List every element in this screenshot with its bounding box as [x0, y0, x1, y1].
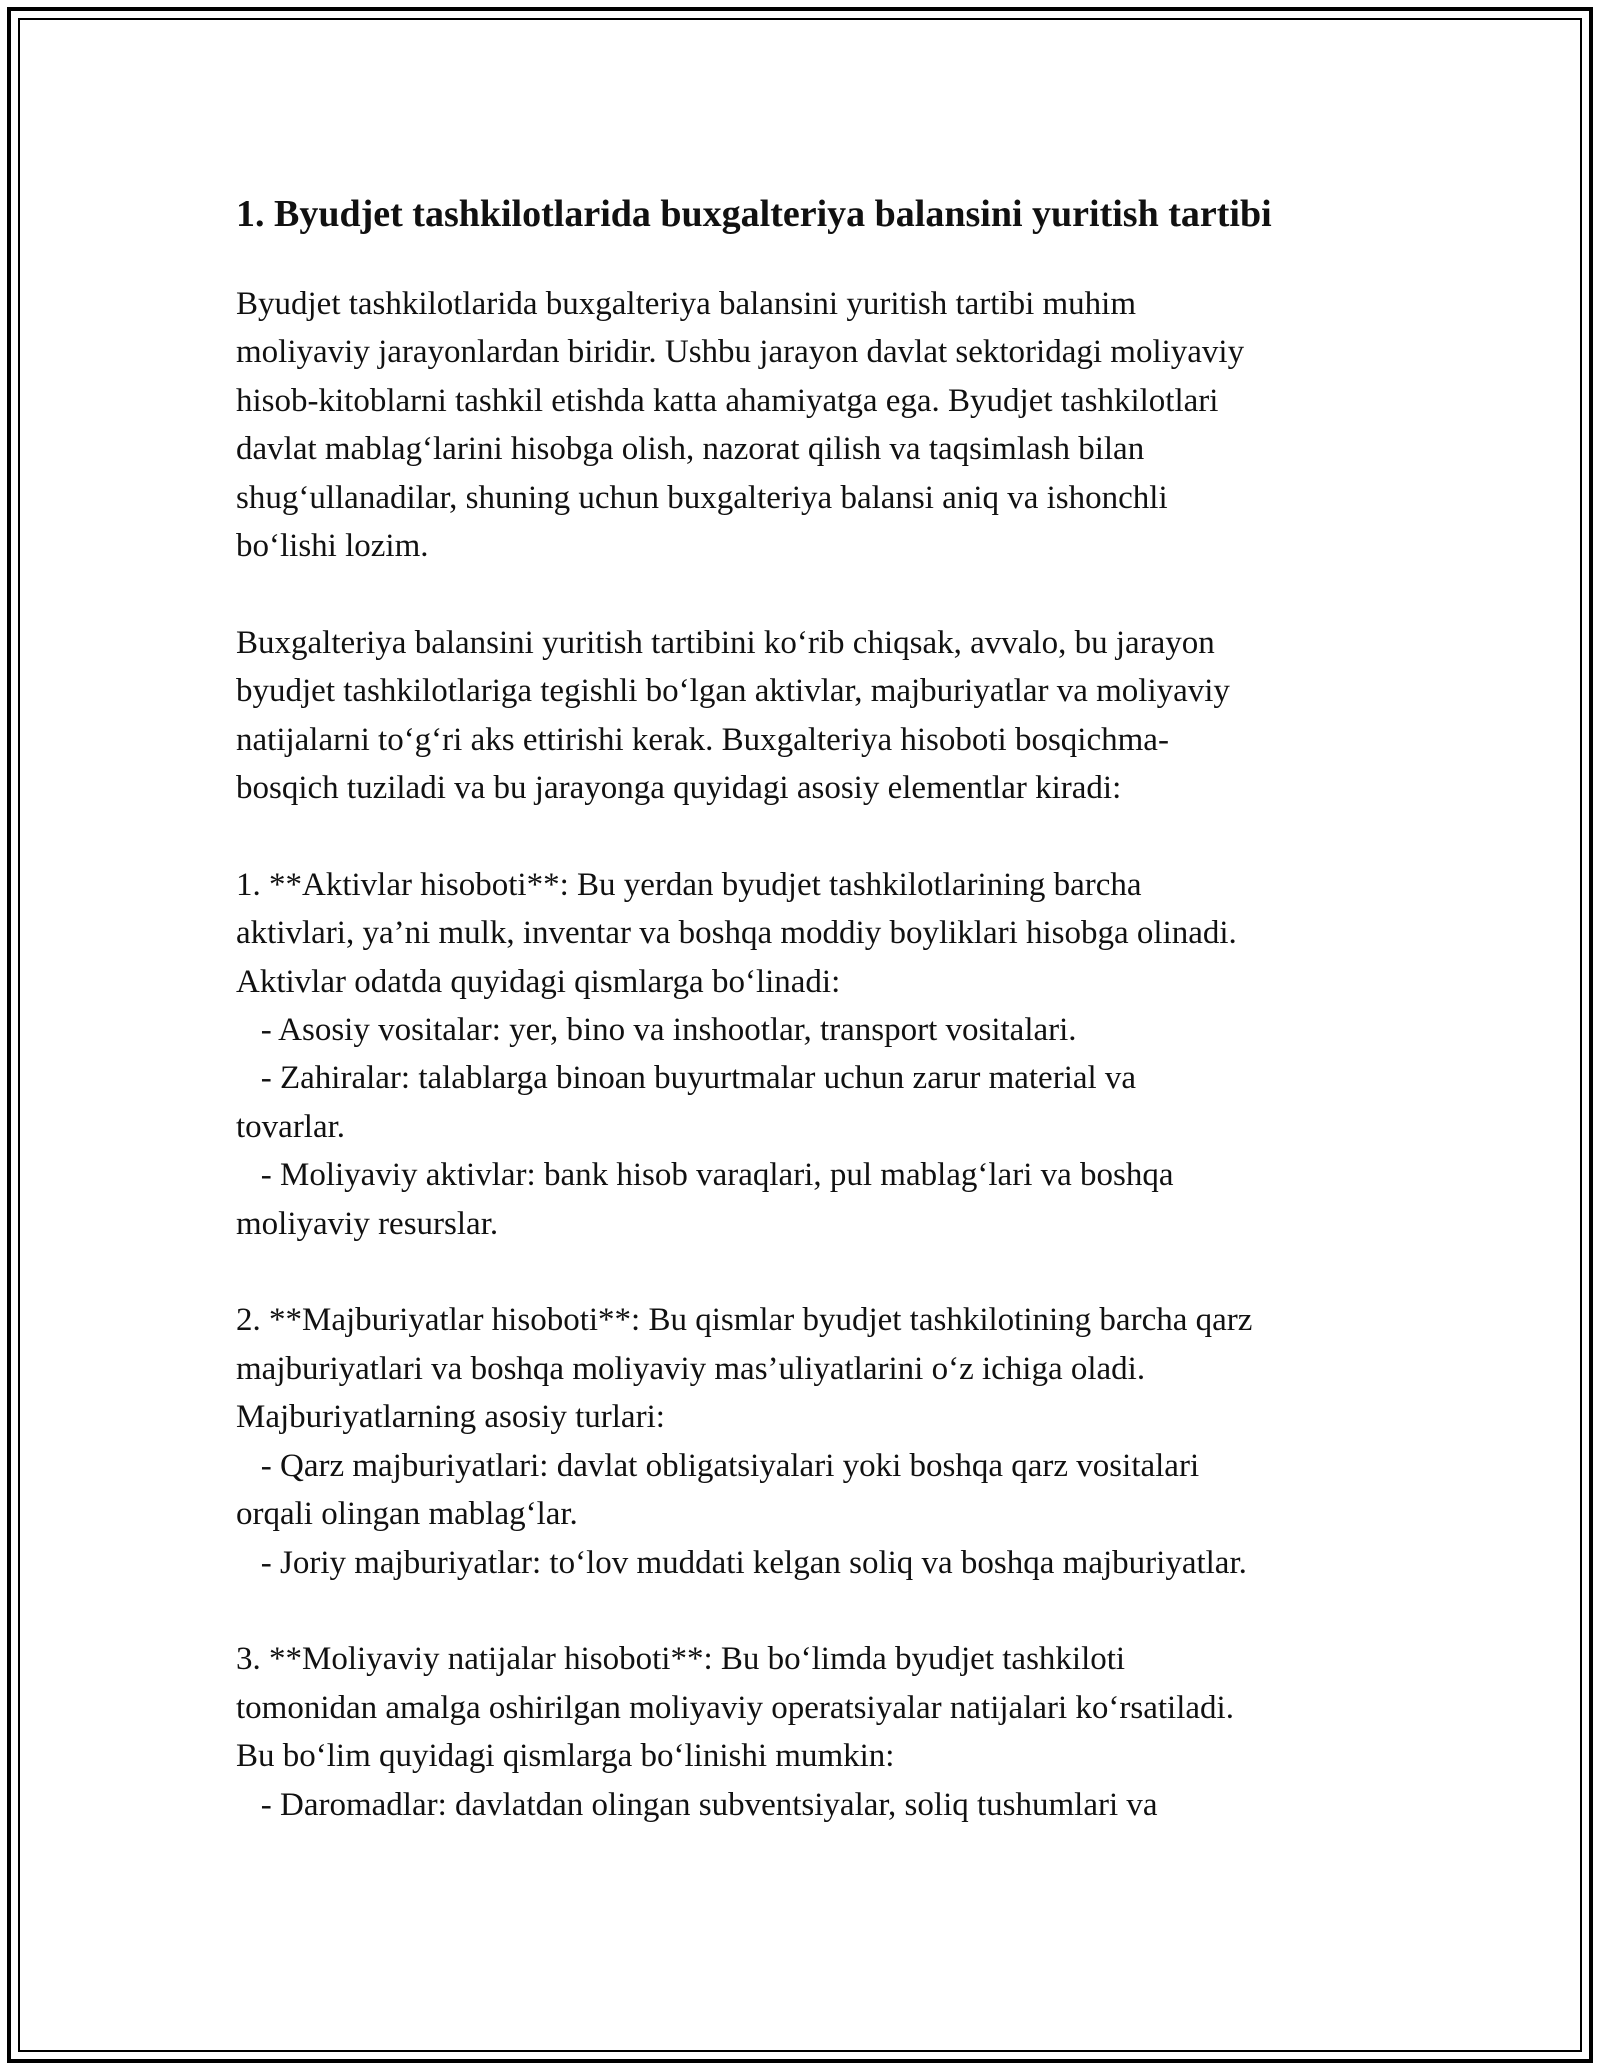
paragraph-gap — [236, 812, 1386, 860]
paragraph-gap — [236, 570, 1386, 618]
paragraph-liabilities: 2. **Majburiyatlar hisoboti**: Bu qismlar byudjet tashkilotining barcha qarz majburiyatlari va boshqa moliyaviy mas’uliyatlarini o‘z ichiga oladi. Majburiyatlarning asosiy turlari: - Qarz majburiyatlari: davlat obligatsiyalari yoki boshqa qarz vositalari orqali olingan mablag‘lar. - Joriy majburiyatlar: to‘lov muddati kelgan soliq va boshqa majburiyatlar. — [236, 1302, 1253, 1581]
paragraph-financial-results: 3. **Moliyaviy natijalar hisoboti**: Bu bo‘limda byudjet tashkiloti tomonidan amalga oshirilgan moliyaviy operatsiyalar natijalari ko‘rsatiladi. Bu bo‘lim quyidagi qismlarga bo‘linishi mumkin: - Daromadlar: davlatdan olingan subventsiyalar, soliq tushumlari va — [236, 1641, 1234, 1823]
document-body — [236, 186, 1386, 1829]
paragraph-overview: Buxgalteriya balansini yuritish tartibini ko‘rib chiqsak, avvalo, bu jarayon byudjet tashkilotlariga tegishli bo‘lgan aktivlar, majburiyatlar va moliyaviy natijalarni to‘g‘ri aks ettirishi kerak. Buxgalteriya hisoboti bosqichma- bosqich tuziladi va bu jarayonga quyidagi asosiy elementlar kiradi: — [236, 624, 1230, 807]
paragraph-intro: Byudjet tashkilotlarida buxgalteriya balansini yuritish tartibi muhim moliyaviy jarayonlardan biridir. Ushbu jarayon davlat sektoridagi moliyaviy hisob-kitoblarni tashkil etishda katta ahamiyatga ega. Byudjet tashkilotlari davlat mablag‘larini hisobga olish, nazorat qilish va taqsimlash bilan shug‘ullanadilar, shuning uchun buxgalteriya balansi aniq va ishonchli bo‘lishi lozim. — [236, 286, 1245, 565]
document-title: 1. Byudjet tashkilotlarida buxgalteriya balansini yuritish tartibi — [236, 193, 1272, 235]
paragraph-gap — [236, 1587, 1386, 1635]
paragraph-assets: 1. **Aktivlar hisoboti**: Bu yerdan byudjet tashkilotlarining barcha aktivlari, ya’ni mulk, inventar va boshqa moddiy boyliklari hisobga olinadi. Aktivlar odatda quyidagi qismlarga bo‘linadi: - Asosiy vositalar: yer, bino va inshootlar, transport vositalari. - Zahiralar: talablarga binoan buyurtmalar uchun zarur material va tovarlar. - Moliyaviy aktivlar: bank hisob varaqlari, pul mablag‘lari va boshqa moliyaviy resurslar. — [236, 866, 1237, 1242]
paragraph-gap — [236, 1248, 1386, 1296]
